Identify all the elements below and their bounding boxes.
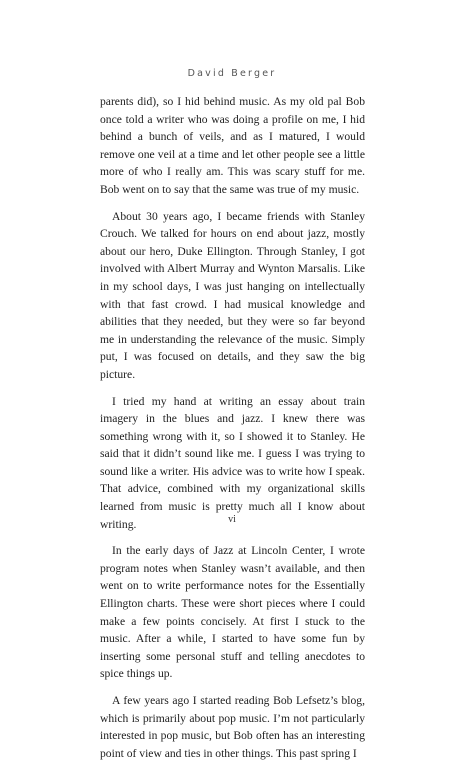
paragraph: parents did), so I hid behind music. As my old pal Bob once told a writer who was doing a profile on me, I hid behind a bunch of veils, and as I matured, I would remove one veil at a time and let other people see a little more of who I really am. This was scary stuff for me. Bob went on to say that the same was true of my music. bbox=[100, 95, 365, 196]
running-head: David Berger bbox=[187, 68, 277, 79]
paragraph: About 30 years ago, I became friends with Stanley Crouch. We talked for hours on end about jazz, mostly about our hero, Duke Ellington. Through Stanley, I got involved with Albert Murray and Wynton Marsalis. Like in my school days, I was just hanging on intellectually with that fast crowd. I had musical knowledge and abilities that they needed, but they were so far beyond me in understanding the relevance of the music. Simply put, I was focused on details, and they saw the big picture. bbox=[100, 209, 365, 381]
body-text bbox=[100, 93, 365, 771]
paragraph: A few years ago I started reading Bob Lefsetz’s blog, which is primarily about pop music. I’m not particularly interested in pop music, but Bob often has an interesting point of view and ties in other things. This past spring I bbox=[100, 694, 365, 760]
paragraph: I tried my hand at writing an essay about train imagery in the blues and jazz. I knew there was something wrong with it, so I showed it to Stanley. He said that it didn’t sound like me. I guess I was trying to sound like a writer. His advice was to write how I speak. That advice, combined with my organizational skills learned from music is pretty much all I know about writing. bbox=[100, 394, 365, 531]
page-number: vi bbox=[228, 514, 236, 525]
paragraph: In the early days of Jazz at Lincoln Center, I wrote program notes when Stanley wasn’t available, and then went on to write performance notes for the Essentially Ellington charts. These were short pieces where I could make a few points concisely. At first I stuck to the music. After a while, I started to have some fun by inserting some personal stuff and telling anecdotes to spice things up. bbox=[100, 544, 365, 681]
